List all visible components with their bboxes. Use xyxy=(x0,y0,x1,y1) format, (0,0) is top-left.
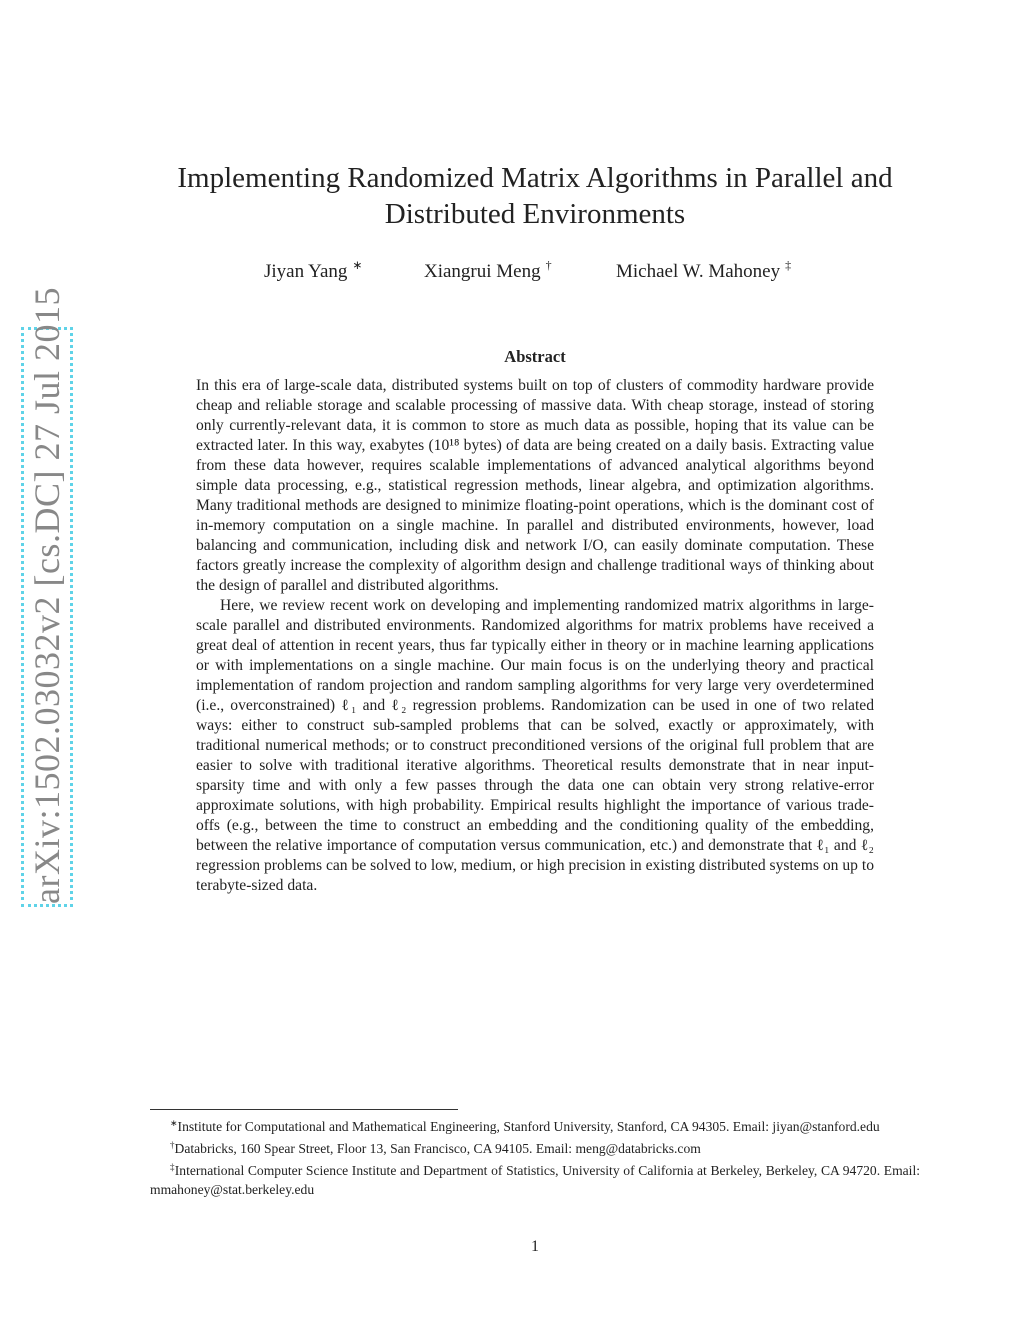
author-name: Michael W. Mahoney xyxy=(616,261,781,282)
author-michael-mahoney xyxy=(616,258,791,283)
footnote-2 xyxy=(150,1136,920,1158)
abstract-paragraph: Here, we review recent work on developing and implementing randomized matrix algorithms in large-scale parallel and distributed environments. Randomized algorithms for matrix problems have received a great deal of attention in recent years, thus far typically either in theory or in machine learning applications or with implementations on a single machine. Our main focus is on the underlying theory and practical implementation of random projection and random sampling algorithms for very large very overdetermined (i.e., overconstrained) ℓ₁ and ℓ₂ regression problems. Randomization can be used in one of two related ways: either to construct sub-sampled problems that can be solved, exactly or approximately, with traditional numerical methods; or to construct preconditioned versions of the original full problem that are easier to solve with traditional iterative algorithms. Theoretical results demonstrate that in near input-sparsity time and with only a few passes through the data one can obtain very strong relative-error approximate solutions, with high probability. Empirical results highlight the importance of various trade-offs (e.g., between the time to construct an embedding and the conditioning quality of the embedding, between the relative importance of computation versus communication, etc.) and demonstrate that ℓ₁ and ℓ₂ regression problems can be solved to low, medium, or high precision in existing distributed systems on up to terabyte-sized data. xyxy=(196,597,874,894)
author-mark: ∗ xyxy=(352,258,363,272)
author-list xyxy=(150,256,920,286)
abstract-body xyxy=(196,376,874,896)
footnote-mark: ‡ xyxy=(170,1162,175,1172)
footnote-1 xyxy=(150,1114,920,1136)
page-number: 1 xyxy=(531,1238,539,1255)
paper-title: Implementing Randomized Matrix Algorithms in Parallel and Distributed Environments xyxy=(177,162,893,230)
author-name: Xiangrui Meng xyxy=(424,261,541,282)
author-jiyan-yang xyxy=(264,258,362,283)
author-name: Jiyan Yang xyxy=(264,261,348,282)
footnote-text: International Computer Science Institute and Department of Statistics, University of California at Berkeley, Berkeley, CA 94720. Email: mmahoney@stat.berkeley.edu xyxy=(150,1163,921,1197)
footnote-text: Databricks, 160 Spear Street, Floor 13, San Francisco, CA 94105. Email: meng@databricks.com xyxy=(174,1141,701,1156)
arxiv-id-label: arXiv:1502.03032v2 [cs.DC] 27 Jul 2015 xyxy=(21,327,73,907)
author-mark: † xyxy=(545,258,552,272)
abstract-heading: Abstract xyxy=(504,347,566,366)
author-xiangrui-meng xyxy=(424,258,552,283)
footnote-text: Institute for Computational and Mathematical Engineering, Stanford University, Stanford, CA 94305. Email: jiyan@stanford.edu xyxy=(177,1119,880,1134)
footnote-mark: ∗ xyxy=(170,1118,178,1128)
footnote-3 xyxy=(150,1158,920,1199)
footnotes xyxy=(150,1114,920,1199)
footnote-mark: † xyxy=(170,1140,175,1150)
author-mark: ‡ xyxy=(785,258,792,272)
footnote-divider xyxy=(150,1109,458,1110)
abstract-paragraph: In this era of large-scale data, distributed systems built on top of clusters of commodity hardware provide cheap and reliable storage and scalable processing of massive data. With cheap storage, instead of storing only currently-relevant data, it is common to store as much data as possible, hoping that its value can be extracted later. In this way, exabytes (10¹⁸ bytes) of data are being created on a daily basis. Extracting value from these data however, requires scalable implementations of advanced analytical algorithms beyond simple data processing, e.g., statistical regression methods, linear algebra, and optimization algorithms. Many traditional methods are designed to minimize floating-point operations, which is the dominant cost of in-memory computation on a single machine. In parallel and distributed environments, however, load balancing and communication, including disk and network I/O, can easily dominate computation. These factors greatly increase the complexity of algorithm design and challenge traditional ways of thinking about the design of parallel and distributed algorithms. xyxy=(196,377,874,594)
